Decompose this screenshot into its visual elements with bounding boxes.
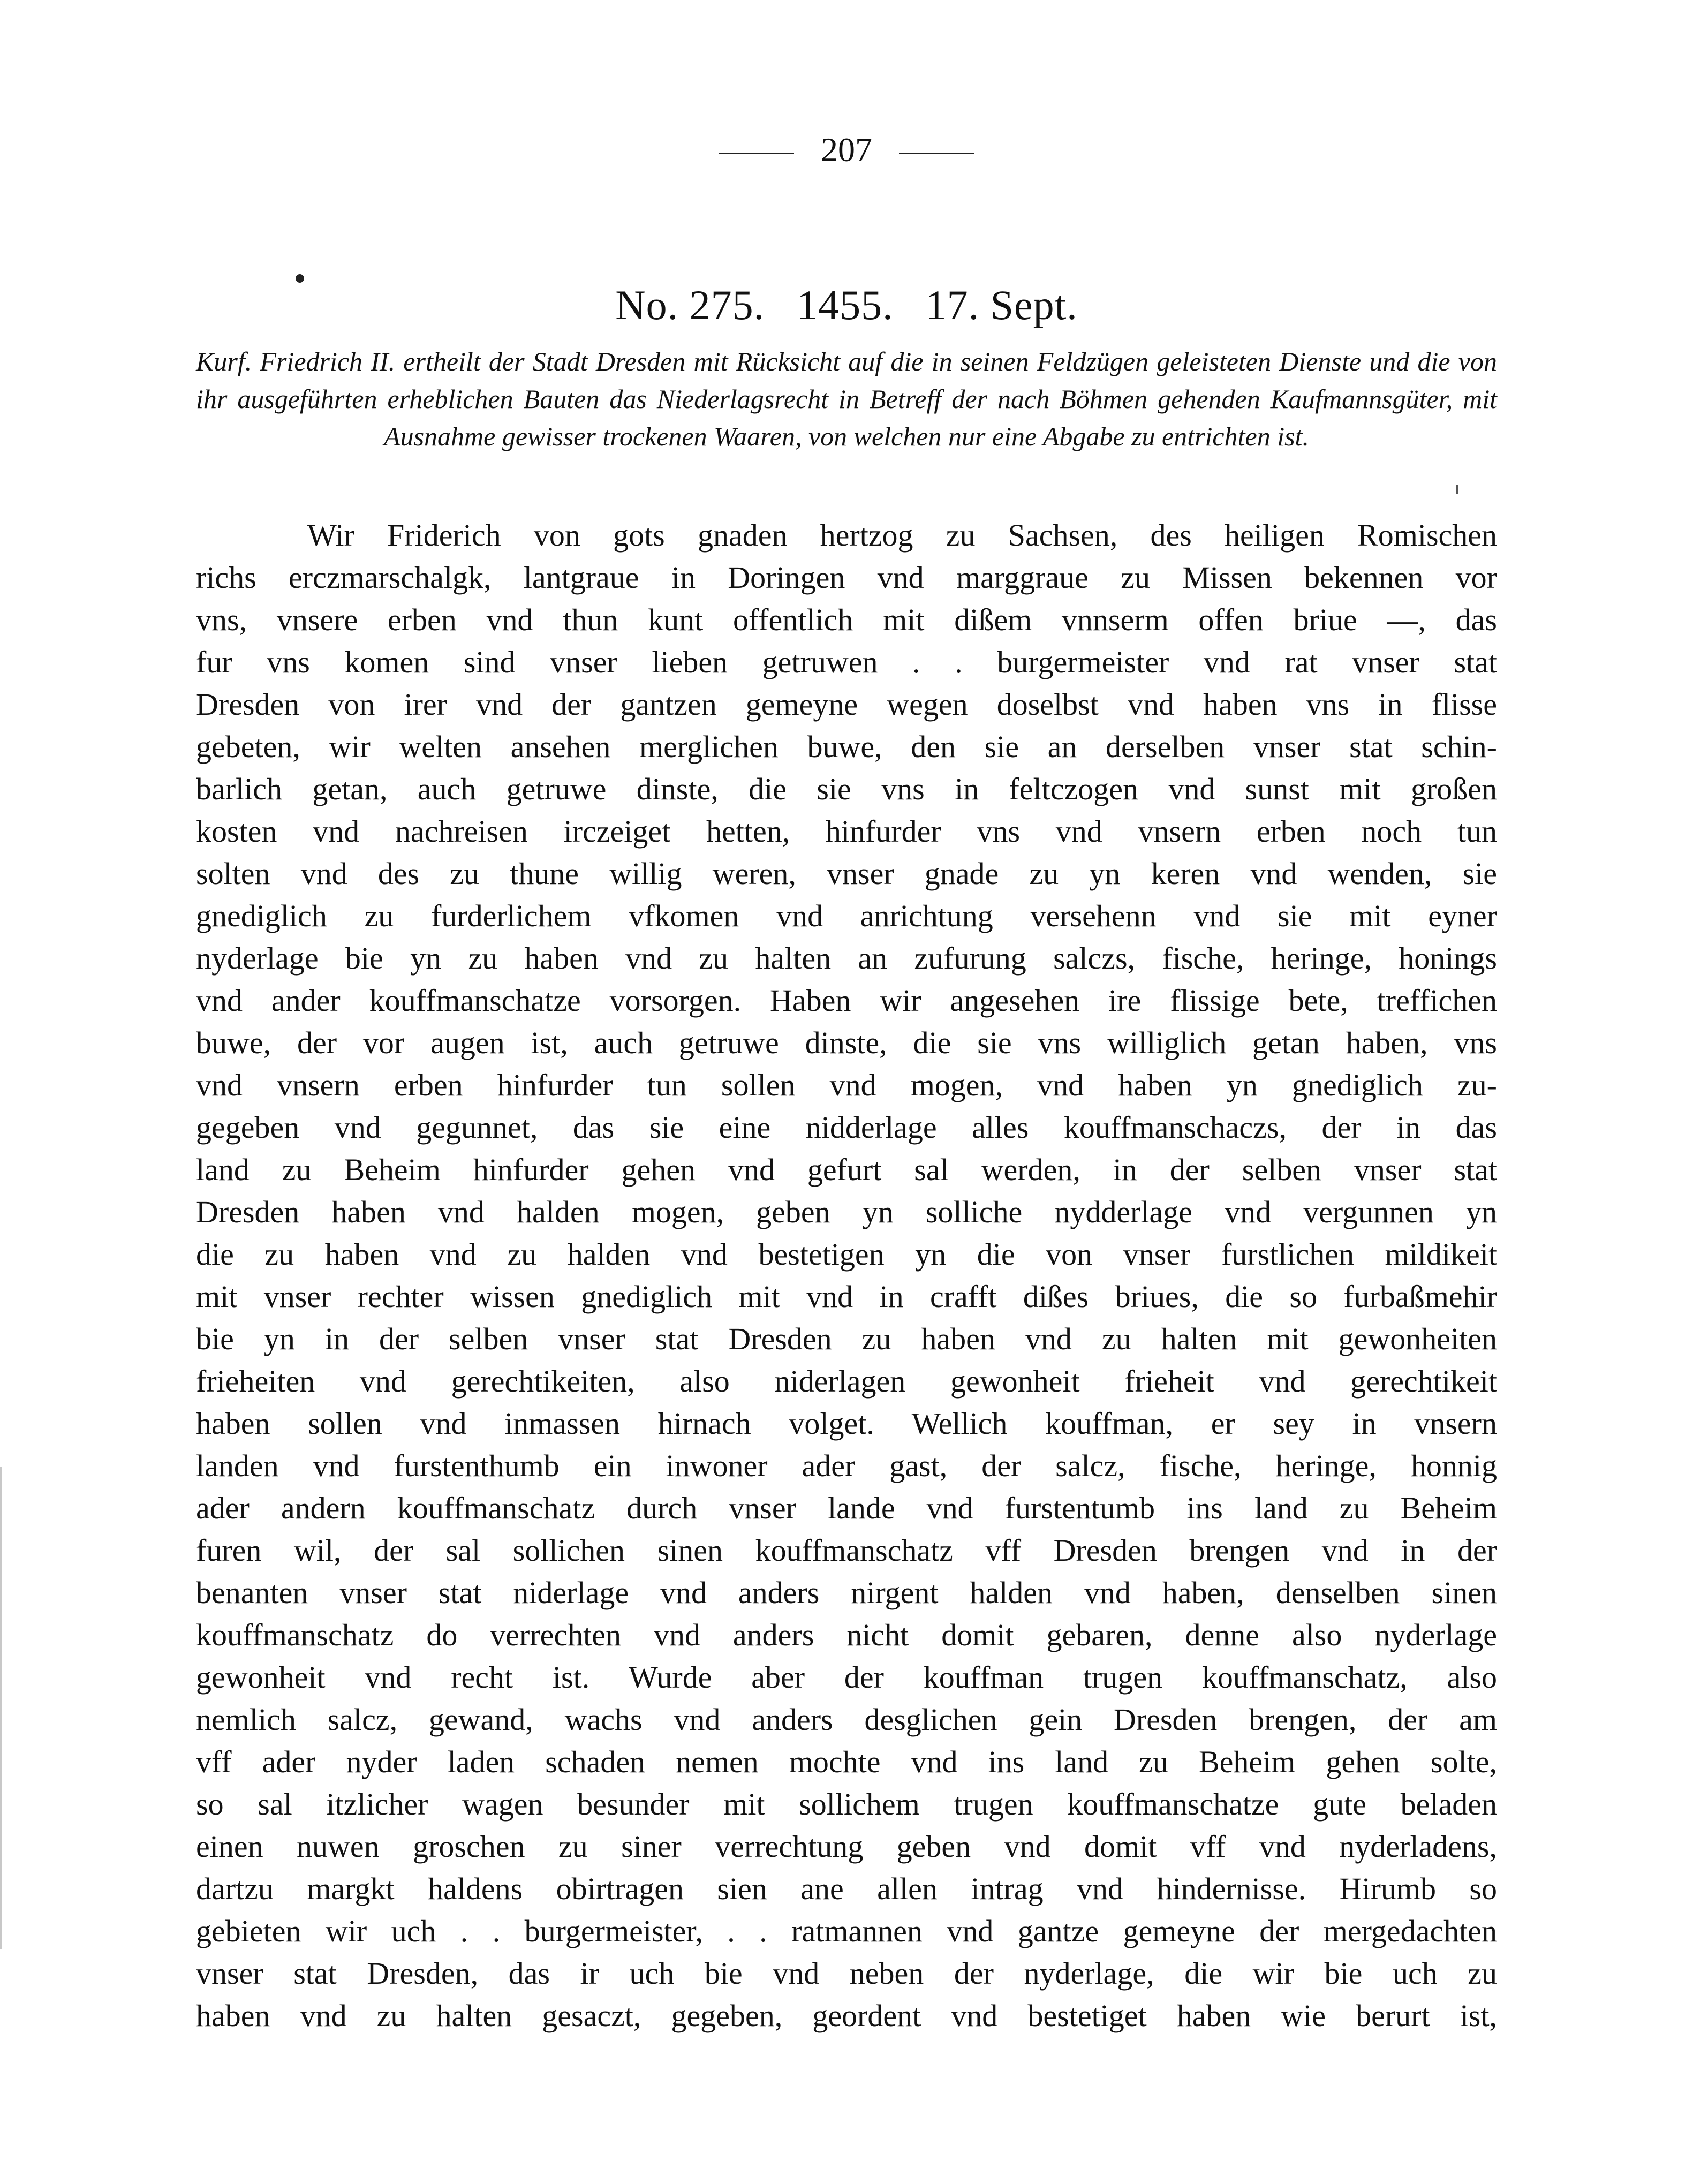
body-line: einen nuwen groschen zu siner verrechtung geben vnd domit vff vnd nyderladens, — [196, 1829, 1497, 1864]
document-summary: Kurf. Friedrich II. ertheilt der Stadt Dresden mit Rücksicht auf die in seinen Feldzügen geleisteten Dienste und die von ihr ausgeführten erheblichen Bauten das Niederlagsrecht in Betreff der nach Böhmen gehenden Kaufmannsgüter, mit Ausnahme gewisser trockenen Waaren, von welchen nur eine Abgabe zu entrichten ist. — [196, 346, 1497, 451]
body-line: landen vnd furstenthumb ein inwoner ader gast, der salcz, fische, heringe, honnig — [196, 1448, 1497, 1483]
body-line: vff ader nyder laden schaden nemen mochte vnd ins land zu Beheim gehen solte, — [196, 1744, 1497, 1779]
body-line: vns, vnsere erben vnd thun kunt offentlich mit dißem vnnserm offen briue —, das — [196, 602, 1497, 637]
document-year: 1455. — [797, 282, 894, 328]
scan-artifact-mark — [1456, 485, 1458, 494]
body-line: die zu haben vnd zu halden vnd bestetigen yn die von vnser furstlichen mildikeit — [196, 1237, 1497, 1272]
body-line: gnediglich zu furderlichem vfkomen vnd anrichtung versehenn vnd sie mit eyner — [196, 898, 1497, 933]
body-line: Dresden haben vnd halden mogen, geben yn solliche nydderlage vnd vergunnen yn — [196, 1195, 1497, 1229]
body-line: haben sollen vnd inmassen hirnach volget. Wellich kouffman, er sey in vnsern — [196, 1406, 1497, 1441]
page-header — [0, 129, 1693, 171]
body-line: fur vns komen sind vnser lieben getruwen . . burgermeister vnd rat vnser stat — [196, 645, 1497, 679]
body-line: Dresden von irer vnd der gantzen gemeyne wegen doselbst vnd haben vns in flisse — [196, 687, 1497, 722]
body-line: dartzu margkt haldens obirtragen sien ane allen intrag vnd hindernisse. Hirumb so — [196, 1871, 1497, 1906]
body-line: mit vnser rechter wissen gnediglich mit vnd in crafft dißes briues, die so furbaßmehir — [196, 1279, 1497, 1314]
body-line: furen wil, der sal sollichen sinen kouffmanschatz vff Dresden brengen vnd in der — [196, 1533, 1497, 1568]
body-line: vnd ander kouffmanschatze vorsorgen. Haben wir angesehen ire flissige bete, treffichen — [196, 983, 1497, 1018]
body-line: land zu Beheim hinfurder gehen vnd gefurt sal werden, in der selben vnser stat — [196, 1152, 1497, 1187]
body-line: nemlich salcz, gewand, wachs vnd anders desglichen gein Dresden brengen, der am — [196, 1702, 1497, 1737]
body-line: frieheiten vnd gerechtikeiten, also niderlagen gewonheit frieheit vnd gerechtikeit — [196, 1364, 1497, 1399]
header-rule-right — [899, 153, 974, 154]
document-date: 17. Sept. — [925, 282, 1078, 328]
page-edge-shadow — [0, 1467, 2, 1949]
body-line: richs erczmarschalgk, lantgraue in Doringen vnd marggraue zu Missen bekennen vor — [196, 560, 1497, 595]
body-line: buwe, der vor augen ist, auch getruwe dinste, die sie vns williglich getan haben, vns — [196, 1025, 1497, 1060]
body-line: so sal itzlicher wagen besunder mit sollichem trugen kouffmanschatze gute beladen — [196, 1787, 1497, 1822]
body-line: bie yn in der selben vnser stat Dresden zu haben vnd zu halten mit gewonheiten — [196, 1321, 1497, 1356]
page-number: 207 — [821, 131, 872, 169]
body-line: gebeten, wir welten ansehen merglichen buwe, den sie an derselben vnser stat schin- — [196, 729, 1497, 764]
body-line: kosten vnd nachreisen irczeiget hetten, hinfurder vns vnd vnsern erben noch tun — [196, 814, 1497, 849]
document-number: No. 275. — [615, 282, 765, 328]
body-line: vnser stat Dresden, das ir uch bie vnd neben der nyderlage, die wir bie uch zu — [196, 1956, 1497, 1991]
body-line: haben vnd zu halten gesaczt, gegeben, geordent vnd bestetiget haben wie berurt ist, — [196, 1998, 1497, 2033]
body-line: solten vnd des zu thune willig weren, vnser gnade zu yn keren vnd wenden, sie — [196, 856, 1497, 891]
body-line: barlich getan, auch getruwe dinste, die sie vns in feltczogen vnd sunst mit großen — [196, 772, 1497, 806]
body-line: nyderlage bie yn zu haben vnd zu halten an zufurung salczs, fische, heringe, honings — [196, 941, 1497, 976]
body-line: gegeben vnd gegunnet, das sie eine nidderlage alles kouffmanschaczs, der in das — [196, 1110, 1497, 1145]
body-line: kouffmanschatz do verrechten vnd anders nicht domit gebaren, denne also nyderlage — [196, 1618, 1497, 1652]
document-body — [196, 514, 1497, 2037]
body-line: vnd vnsern erben hinfurder tun sollen vnd mogen, vnd haben yn gnediglich zu- — [196, 1068, 1497, 1102]
body-line: gewonheit vnd recht ist. Wurde aber der kouffman trugen kouffmanschatz, also — [196, 1660, 1497, 1695]
body-line: Wir Friderich von gots gnaden hertzog zu Sachsen, des heiligen Romischen — [307, 518, 1497, 553]
body-line: gebieten wir uch . . burgermeister, . . ratmannen vnd gantze gemeyne der mergedachten — [196, 1914, 1497, 1948]
document-heading — [0, 278, 1693, 332]
body-line: ader andern kouffmanschatz durch vnser lande vnd furstentumb ins land zu Beheim — [196, 1491, 1497, 1525]
body-line: benanten vnser stat niderlage vnd anders nirgent halden vnd haben, denselben sinen — [196, 1575, 1497, 1610]
header-rule-left — [719, 153, 794, 154]
